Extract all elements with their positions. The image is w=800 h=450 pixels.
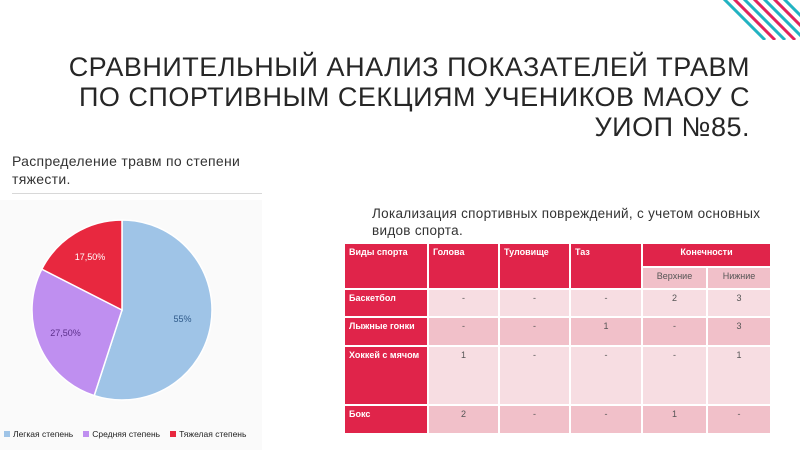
table-cell: - xyxy=(499,289,570,317)
pie-chart xyxy=(0,200,262,425)
injury-location-table xyxy=(343,242,772,435)
legend-swatch xyxy=(4,431,10,437)
header-limbs: Конечности xyxy=(642,243,771,267)
caption-divider xyxy=(12,193,262,194)
data-label-light-degree: 55% xyxy=(173,313,192,324)
table-cell: - xyxy=(570,405,642,434)
table-cell: 3 xyxy=(707,289,771,317)
data-label-medium-degree: 27,50% xyxy=(50,327,81,338)
table-row xyxy=(344,346,771,405)
header-pelvis: Таз xyxy=(570,243,642,289)
table-cell: - xyxy=(707,405,771,434)
data-label-severe-degree: 17,50% xyxy=(74,252,106,263)
table-cell: - xyxy=(570,346,642,405)
table-cell: - xyxy=(499,405,570,434)
table-cell: - xyxy=(642,346,707,405)
slide-title: СРАВНИТЕЛЬНЫЙ АНАЛИЗ ПОКАЗАТЕЛЕЙ ТРАВМ ПО СПОРТИВНЫМ СЕКЦИЯМ УЧЕНИКОВ МАОУ С УИОП №85. xyxy=(68,52,750,142)
table-cell: 1 xyxy=(642,405,707,434)
legend-item-light-degree xyxy=(4,429,73,439)
header-head: Голова xyxy=(428,243,499,289)
table-row xyxy=(344,317,771,345)
table-cell: 1 xyxy=(707,346,771,405)
table-cell: 1 xyxy=(428,346,499,405)
row-sport-label: Хоккей с мячом xyxy=(344,346,428,405)
row-sport-label: Баскетбол xyxy=(344,289,428,317)
legend-swatch xyxy=(83,431,89,437)
table-row xyxy=(344,289,771,317)
table-cell: - xyxy=(499,317,570,345)
table-cell: 2 xyxy=(642,289,707,317)
legend-label: Средняя степень xyxy=(92,429,161,439)
table-cell: - xyxy=(642,317,707,345)
chart-legend xyxy=(4,429,262,439)
header-torso: Туловище xyxy=(499,243,570,289)
legend-swatch xyxy=(170,431,176,437)
legend-item-severe-degree xyxy=(170,429,246,439)
chart-caption: Распределение травм по степени тяжести. xyxy=(12,153,241,187)
table-cell: - xyxy=(570,289,642,317)
table-cell: - xyxy=(499,346,570,405)
table-caption: Локализация спортивных повреждений, с учетом основных видов спорта. xyxy=(372,206,761,238)
table-row xyxy=(344,405,771,434)
pie-chart-area xyxy=(0,200,262,450)
legend-item-medium-degree xyxy=(83,429,160,439)
row-sport-label: Бокс xyxy=(344,405,428,434)
legend-label: Тяжелая степень xyxy=(179,429,247,439)
row-sport-label: Лыжные гонки xyxy=(344,317,428,345)
table-cell: 1 xyxy=(570,317,642,345)
header-upper-limbs: Верхние xyxy=(642,267,707,289)
legend-label: Легкая степень xyxy=(13,429,74,439)
table-cell: 3 xyxy=(707,317,771,345)
corner-stripes-decoration xyxy=(700,0,800,40)
header-sport: Виды спорта xyxy=(344,243,428,289)
table-cell: 2 xyxy=(428,405,499,434)
table-cell: - xyxy=(428,317,499,345)
table-cell: - xyxy=(428,289,499,317)
header-lower-limbs: Нижние xyxy=(707,267,771,289)
